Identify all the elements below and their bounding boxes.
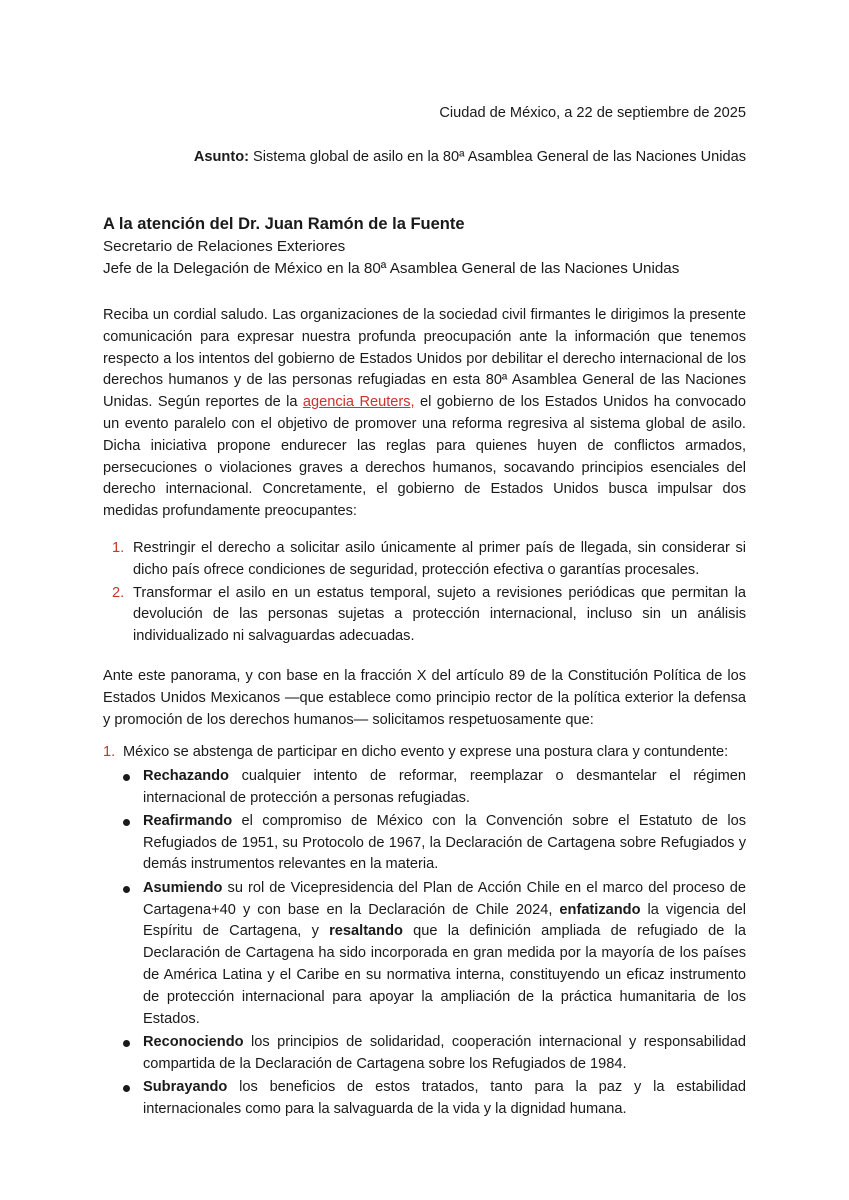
bullet-text: la vigencia del Espíritu de Cartagena, y	[143, 901, 746, 940]
request-paragraph: Ante este panorama, y con base en la fracción X del artículo 89 de la Constitución Política de los Estados Unidos Mexicanos —que establece como principio rector de la política exterior la defensa y promoción de los derechos humanos— solicitamos respetuosamente que:	[103, 668, 746, 728]
bullet-text: su rol de Vicepresidencia del Plan de Acción Chile en el marco del proceso de Cartagena+40 y con base en la Declaración de Chile 2024,	[143, 879, 746, 918]
bullet-keyword: Rechazando	[143, 767, 229, 784]
letter-subject	[194, 147, 746, 167]
list-item-text: Transformar el asilo en un estatus temporal, sujeto a revisiones periódicas que permitan la devolución de las personas sujetas a protección internacional, incluso sin un análisis individualizado ni salvaguardas adecuadas.	[133, 584, 746, 645]
bullet-keyword: Reconociendo	[143, 1033, 244, 1050]
reuters-link[interactable]: agencia Reuters,	[302, 394, 415, 411]
bullet-item	[123, 1032, 746, 1076]
bullet-text: los principios de solidaridad, cooperación internacional y responsabilidad compartida de la Declaración de Cartagena sobre los Refugiados de 1984.	[143, 1033, 746, 1072]
bullet-text: que la definición ampliada de refugiado de la Declaración de Cartagena ha sido incorporada en gran medida por la mayoría de los países de América Latina y el Caribe en su normativa interna, constituyendo un eficaz instrumento de protección internacional para apoyar la ampliación de la práctica humanitaria de los Estados.	[143, 923, 746, 1027]
addressee-name: A la atención del Dr. Juan Ramón de la Fuente	[103, 215, 465, 233]
bullet-keyword: Reafirmando	[143, 812, 233, 829]
bullet-icon	[123, 1040, 130, 1047]
bullet-keyword: Subrayando	[143, 1078, 228, 1095]
subject-text: Sistema global de asilo en la 80ª Asamblea General de las Naciones Unidas	[248, 149, 746, 165]
requests-list	[103, 742, 746, 1122]
addressee-block	[103, 212, 759, 280]
intro-text-after: el gobierno de los Estados Unidos ha convocado un evento paralelo con el objetivo de promover una reforma regresiva al sistema global de asilo. Dicha iniciativa propone endurecer las reglas para quienes huyen de conflictos armados, persecuciones o violaciones graves a derechos humanos, socavando principios esenciales del derecho internacional. Concretamente, el gobierno de Estados Unidos busca impulsar dos medidas profundamente preocupantes:	[103, 394, 746, 520]
bullet-keyword: resaltando	[329, 923, 403, 940]
list-item	[103, 583, 746, 648]
bullet-icon	[123, 774, 130, 781]
bullet-keyword: enfatizando	[559, 901, 641, 918]
bullet-list	[123, 766, 746, 1121]
list-number: 2.	[112, 584, 125, 601]
list-number: 1.	[103, 744, 116, 760]
bullet-item	[123, 1077, 746, 1121]
letter-date: Ciudad de México, a 22 de septiembre de 2025	[439, 105, 746, 121]
bullet-icon	[123, 886, 130, 893]
bullet-item	[123, 878, 746, 1031]
list-item-text: México se abstenga de participar en dicho evento y exprese una postura clara y contundente:	[123, 744, 729, 760]
bullet-icon	[123, 1085, 130, 1092]
intro-paragraph	[103, 305, 746, 523]
bullet-keyword: Asumiendo	[143, 879, 223, 896]
bullet-item	[123, 811, 746, 876]
bullet-text: el compromiso de México con la Convención sobre el Estatuto de los Refugiados de 1951, su Protocolo de 1967, la Declaración de Cartagena sobre Refugiados y demás instrumentos relevantes en la materia.	[143, 812, 746, 873]
addressee-title: Secretario de Relaciones Exteriores	[103, 238, 346, 255]
bullet-item	[123, 766, 746, 810]
addressee-role: Jefe de la Delegación de México en la 80ª Asamblea General de las Naciones Unidas	[103, 260, 680, 277]
list-number: 1.	[112, 540, 125, 556]
list-item-text: Restringir el derecho a solicitar asilo únicamente al primer país de llegada, sin considerar si dicho país ofrece condiciones de seguridad, protección efectiva o garantías procesales.	[133, 540, 746, 578]
bullet-text: cualquier intento de reformar, reemplazar o desmantelar el régimen internacional de protección a personas refugiadas.	[143, 767, 746, 806]
subject-label: Asunto:	[193, 149, 249, 165]
list-item	[103, 538, 746, 582]
intro-text-before: Reciba un cordial saludo. Las organizaciones de la sociedad civil firmantes le dirigimos la presente comunicación para expresar nuestra profunda preocupación ante la información que tenemos respecto a los intentos del gobierno de Estados Unidos por debilitar el derecho internacional de los derechos humanos y de las personas refugiadas en esta 80ª Asamblea General de las Naciones Unidas. Según reportes de la	[103, 307, 746, 411]
list-item	[103, 742, 746, 1121]
bullet-icon	[123, 819, 130, 826]
bullet-text: los beneficios de estos tratados, tanto para la paz y la estabilidad internacionales como para la salvaguarda de la vida y la dignidad humana.	[143, 1078, 746, 1117]
measures-list	[103, 538, 746, 649]
